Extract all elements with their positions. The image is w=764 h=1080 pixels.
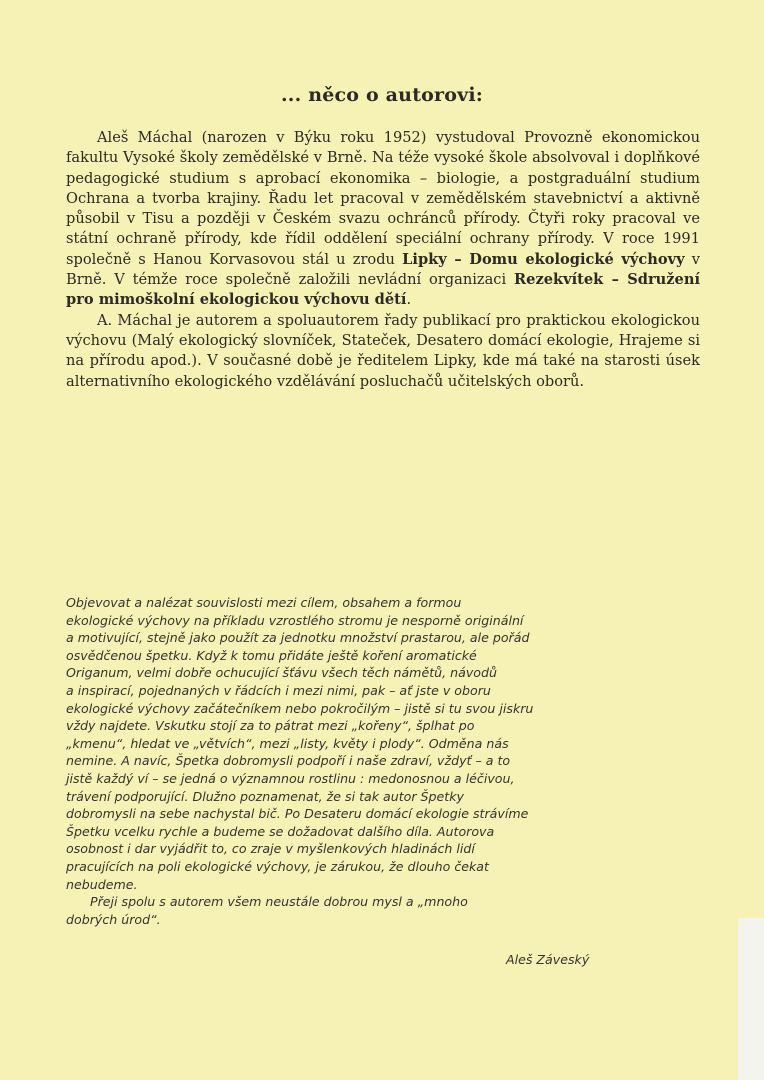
review-text	[66, 594, 626, 928]
review-line: vždy najdete. Vskutku stojí za to pátrat mezi „kořeny“, šplhat po	[66, 718, 475, 734]
review-line: a motivující, stejně jako použít za jednotku množství prastarou, ale pořád	[66, 630, 530, 646]
bio-end-text: .	[406, 291, 412, 309]
review-line: a inspirací, pojednaných v řádcích i mezi nimi, pak – ať jste v oboru	[66, 682, 491, 698]
review-line: Objevovat a nalézat souvislosti mezi cílem, obsahem a formou	[66, 595, 462, 610]
review-line: jistě každý ví – se jedná o významnou rostlinu : medonosnou a léčivou,	[66, 770, 515, 786]
review-line: dobromysli na sebe nachystal bič. Po Desateru domácí ekologie strávíme	[66, 806, 529, 822]
review-line: Špetku vcelku rychle a budeme se dožadovat dalšího díla. Autorova	[66, 823, 495, 839]
review-line: nebudeme.	[66, 876, 138, 892]
bio-intro-text: Aleš Máchal (narozen v Býku roku 1952) vystudoval Provozně ekonomickou fakultu Vysoké školy zemědělské v Brně. Na téže vysoké škole absolvoval i doplňkové pedagogické studium s aprobací ekonomika – biologie, a postgraduální studium Ochrana a tvorba krajiny. Řadu let pracoval v zemědělském stavebnictví a aktivně působil v Tisu a později v Českém svazu ochránců přírody. Čtyři roky pracoval ve státní ochraně přírody, kde řídil oddělení speciální ochrany přírody. V roce 1991 společně s Hanou Korvasovou stál u zrodu	[66, 129, 700, 268]
review-line: osvědčenou špetku. Když k tomu přidáte ještě koření aromatické	[66, 647, 477, 663]
review-line: osobnost i dar vyjádřit to, co zraje v myšlenkových hladinách lidí	[66, 841, 475, 857]
review-closing-line: dobrých úrod“.	[66, 911, 161, 927]
review-line: trávení podporující. Dlužno poznamenat, že si tak autor Špetky	[66, 788, 464, 804]
bio-paragraph-1	[66, 128, 700, 311]
bio-mid-text: v Brně. V témže roce společně založili nevládní organizaci	[66, 250, 700, 289]
review-line: ekologické výchovy začátečníkem nebo pokročilým – jistě si tu svou jiskru	[66, 700, 534, 716]
bio-lipka-name: Lipky – Domu ekologické výchovy	[402, 250, 685, 268]
page-title: ... něco o autorovi:	[280, 84, 484, 106]
review-line: ekologické výchovy na příkladu vzrostlého stromu je nesporně originální	[66, 612, 524, 628]
review-line: Origanum, velmi dobře ochucující šťávu všech těch námětů, návodů	[66, 665, 497, 681]
review-line: „kmenu“, hledat ve „větvích“, mezi „listy, květy i plody“. Odměna nás	[66, 735, 509, 751]
review-closing-line: Přeji spolu s autorem všem neustále dobrou mysl a „mnoho	[90, 894, 468, 910]
review-line: pracujících na poli ekologické výchovy, je zárukou, že dlouho čekat	[66, 858, 489, 874]
paper-edge	[738, 918, 764, 1080]
author-bio	[66, 128, 700, 392]
review-signature: Aleš Záveský	[506, 952, 590, 967]
bio-paragraph-2: A. Máchal je autorem a spoluautorem řady publikací pro praktickou ekologickou výchovu (Malý ekologický slovníček, Stateček, Desatero domácí ekologie, Hrajeme si na přírodu apod.). V současné době je ředitelem Lipky, kde má také na starosti úsek alternativního ekologického vzdělávání posluchačů učitelských oborů.	[66, 311, 700, 390]
bio-rezekvitek-name: Rezekvítek – Sdružení pro mimoškolní ekologickou výchovu dětí	[66, 271, 700, 309]
review-line: nemine. A navíc, Špetka dobromysli podpoří i naše zdraví, vždyť – a to	[66, 753, 511, 769]
